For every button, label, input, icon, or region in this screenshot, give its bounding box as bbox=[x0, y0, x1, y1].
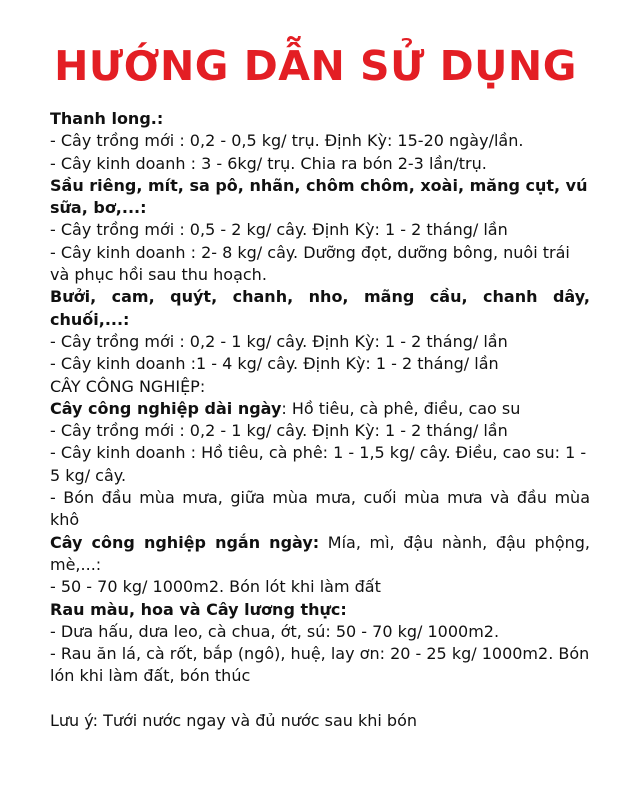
category-header-cay-cong-nghiep: CÂY CÔNG NGHIỆP: bbox=[50, 376, 206, 396]
guide-line: - Cây trồng mới : 0,2 - 1 kg/ cây. Định Kỳ: 1 - 2 tháng/ lần bbox=[50, 331, 508, 351]
ngan-ngay-crops: Mía, mì, đậu nành, đậu phộng, mè,...: bbox=[50, 532, 591, 574]
guide-line: - Cây trồng mới : 0,2 - 0,5 kg/ trụ. Định Kỳ: 15-20 ngày/lần. bbox=[50, 131, 524, 151]
note-text: Lưu ý: Tưới nước ngay và đủ nước sau khi bón bbox=[50, 710, 417, 730]
guide-content bbox=[50, 108, 590, 732]
guide-line: - Cây kinh doanh : 3 - 6kg/ trụ. Chia ra bón 2-3 lần/trụ. bbox=[50, 153, 487, 173]
guide-line: - Cây kinh doanh : Hồ tiêu, cà phê: 1 - 1,5 kg/ cây. Điều, cao su: 1 - 5 kg/ cây. bbox=[50, 443, 587, 485]
section-heading-rau-mau: Rau màu, hoa và Cây lương thực: bbox=[50, 599, 347, 619]
guide-line: - Cây trồng mới : 0,5 - 2 kg/ cây. Định Kỳ: 1 - 2 tháng/ lần bbox=[50, 220, 508, 240]
guide-line: - Bón đầu mùa mưa, giữa mùa mưa, cuối mùa mưa và đầu mùa khô bbox=[50, 488, 590, 530]
guide-line: - Cây trồng mới : 0,2 - 1 kg/ cây. Định Kỳ: 1 - 2 tháng/ lần bbox=[50, 421, 508, 441]
section-heading-sau-rieng: Sầu riêng, mít, sa pô, nhãn, chôm chôm, xoài, măng cụt, vú sữa, bơ,...: bbox=[50, 175, 588, 218]
guide-line: - Rau ăn lá, cà rốt, bắp (ngô), huệ, lay ơn: 20 - 25 kg/ 1000m2. Bón lón khi làm đất, bón thúc bbox=[50, 644, 590, 686]
section-heading-buoi: Bưởi, cam, quýt, chanh, nho, mãng cầu, chanh dây, chuối,...: bbox=[50, 287, 590, 329]
ngan-ngay-label: Cây công nghiệp ngắn ngày: bbox=[50, 532, 320, 552]
guide-line: - Cây kinh doanh :1 - 4 kg/ cây. Định Kỳ: 1 - 2 tháng/ lần bbox=[50, 354, 499, 374]
guide-line: - 50 - 70 kg/ 1000m2. Bón lót khi làm đất bbox=[50, 577, 381, 597]
page-title: HƯỚNG DẪN SỬ DỤNG bbox=[54, 42, 577, 90]
dai-ngay-label: Cây công nghiệp dài ngày bbox=[50, 398, 282, 418]
guide-line: - Dưa hấu, dưa leo, cà chua, ớt, sú: 50 - 70 kg/ 1000m2. bbox=[50, 621, 500, 641]
dai-ngay-crops: : Hồ tiêu, cà phê, điều, cao su bbox=[281, 398, 521, 418]
guide-line: - Cây kinh doanh : 2- 8 kg/ cây. Dưỡng đọt, dưỡng bông, nuôi trái và phục hồi sau thu hoạch. bbox=[50, 242, 570, 285]
section-heading-thanh-long: Thanh long.: bbox=[50, 109, 164, 128]
section-heading-ngan-ngay bbox=[50, 532, 590, 577]
section-heading-dai-ngay bbox=[50, 398, 590, 420]
spacer bbox=[50, 688, 590, 710]
